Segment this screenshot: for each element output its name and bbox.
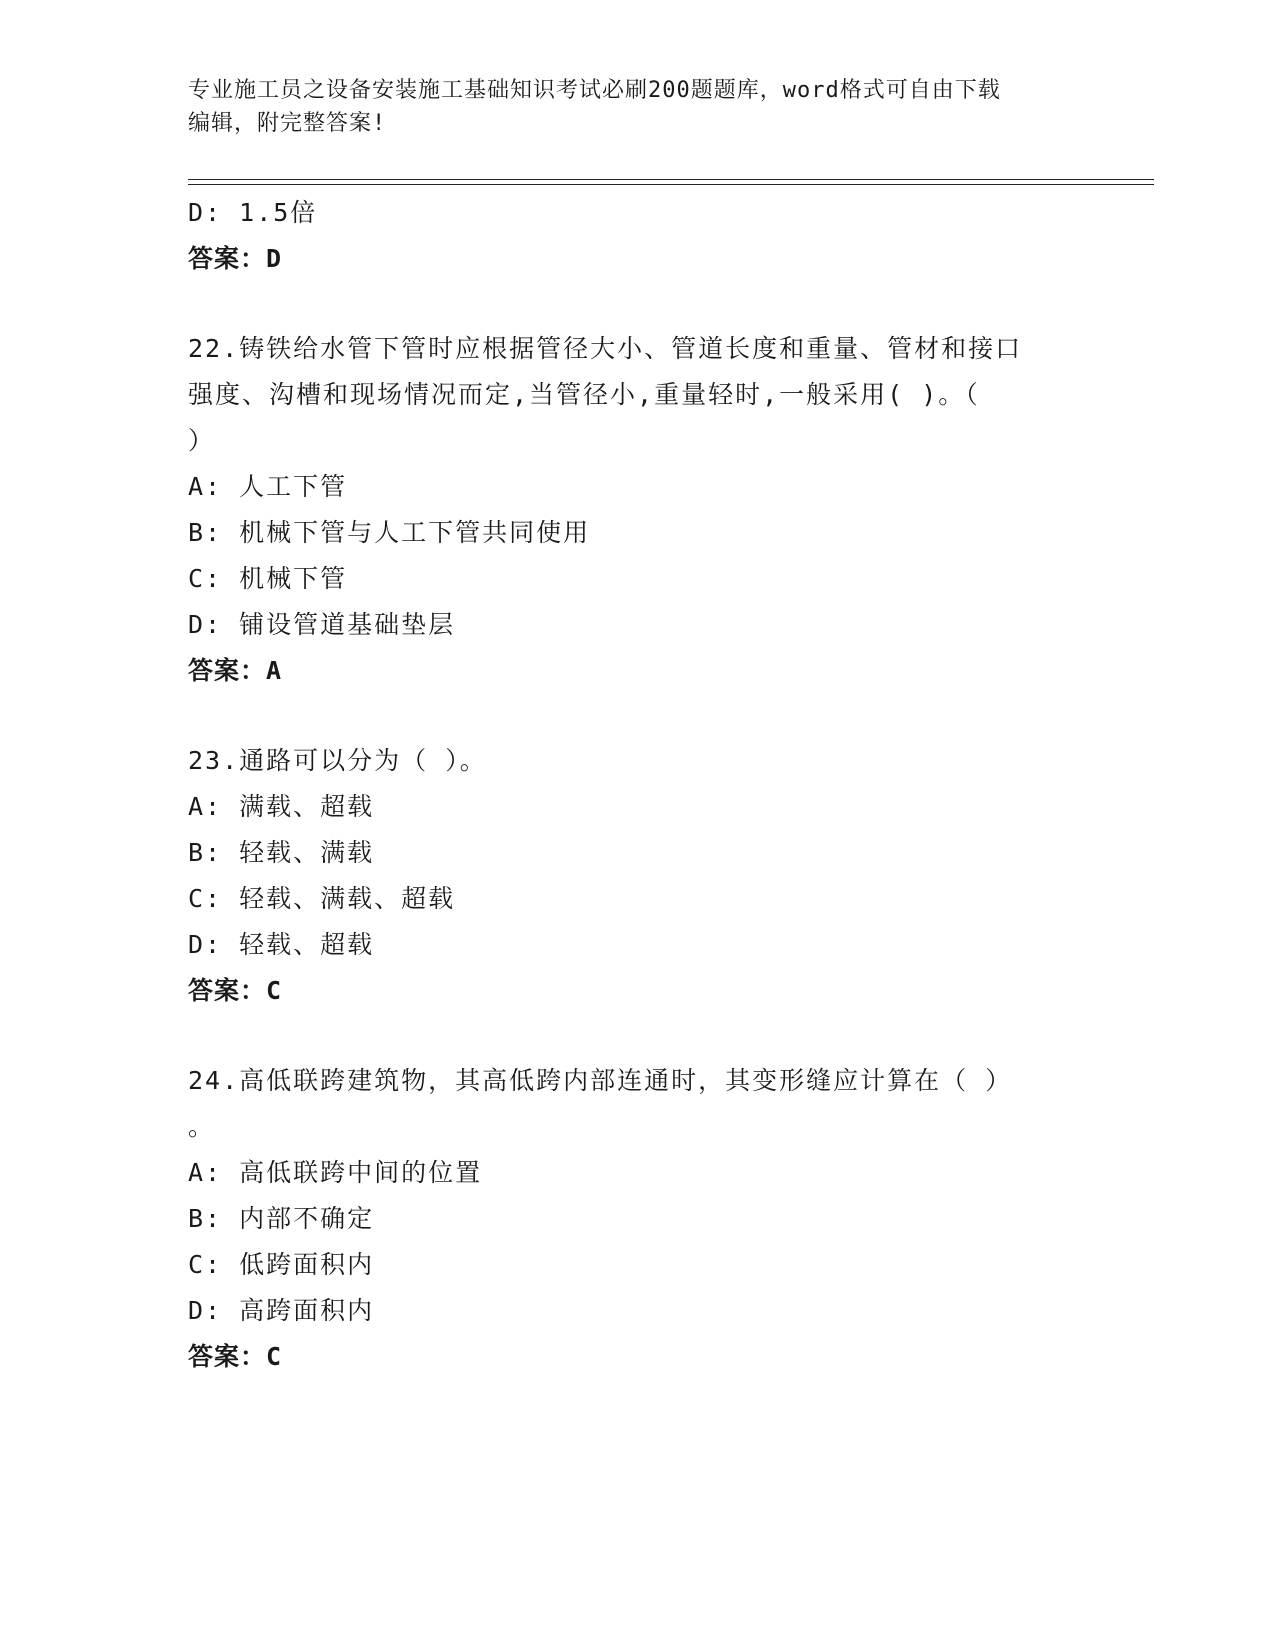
option-d: D: 铺设管道基础垫层 bbox=[188, 610, 456, 639]
question-text-line: 23.通路可以分为（ ）。 bbox=[188, 746, 487, 775]
option-d: D: 1.5倍 bbox=[188, 198, 318, 227]
answer-line: 答案：C bbox=[188, 1342, 283, 1371]
option-b: B: 内部不确定 bbox=[188, 1204, 375, 1233]
option-a: A: 满载、超载 bbox=[188, 792, 375, 821]
answer-line: 答案：D bbox=[188, 244, 283, 273]
question-text-line: 强度、沟槽和现场情况而定,当管径小,重量轻时,一般采用( )。（ bbox=[188, 380, 980, 409]
option-d: D: 轻载、超载 bbox=[188, 930, 375, 959]
header-line-2: 编辑，附完整答案! bbox=[188, 111, 387, 136]
option-b: B: 轻载、满载 bbox=[188, 838, 375, 867]
header-divider-bottom bbox=[188, 184, 1154, 185]
question-fragment-21 bbox=[188, 190, 1108, 282]
option-a: A: 人工下管 bbox=[188, 472, 348, 501]
option-b: B: 机械下管与人工下管共同使用 bbox=[188, 518, 591, 547]
document-header bbox=[188, 74, 1088, 140]
option-a: A: 高低联跨中间的位置 bbox=[188, 1158, 483, 1187]
header-line-1: 专业施工员之设备安装施工基础知识考试必刷200题题库，word格式可自由下载 bbox=[188, 78, 1001, 103]
question-text-line: ） bbox=[188, 426, 216, 455]
document-body bbox=[188, 190, 1108, 1380]
option-c: C: 低跨面积内 bbox=[188, 1250, 375, 1279]
option-d: D: 高跨面积内 bbox=[188, 1296, 375, 1325]
header-divider-top bbox=[188, 179, 1154, 180]
question-text-line: 24.高低联跨建筑物，其高低跨内部连通时，其变形缝应计算在（ ） bbox=[188, 1066, 1013, 1095]
question-text-line: 。 bbox=[188, 1112, 216, 1141]
answer-line: 答案：A bbox=[188, 656, 283, 685]
question-23 bbox=[188, 738, 1108, 1014]
question-22 bbox=[188, 326, 1108, 694]
option-c: C: 轻载、满载、超载 bbox=[188, 884, 456, 913]
question-24 bbox=[188, 1058, 1108, 1380]
option-c: C: 机械下管 bbox=[188, 564, 348, 593]
answer-line: 答案：C bbox=[188, 976, 283, 1005]
question-text-line: 22.铸铁给水管下管时应根据管径大小、管道长度和重量、管材和接口 bbox=[188, 334, 1023, 363]
